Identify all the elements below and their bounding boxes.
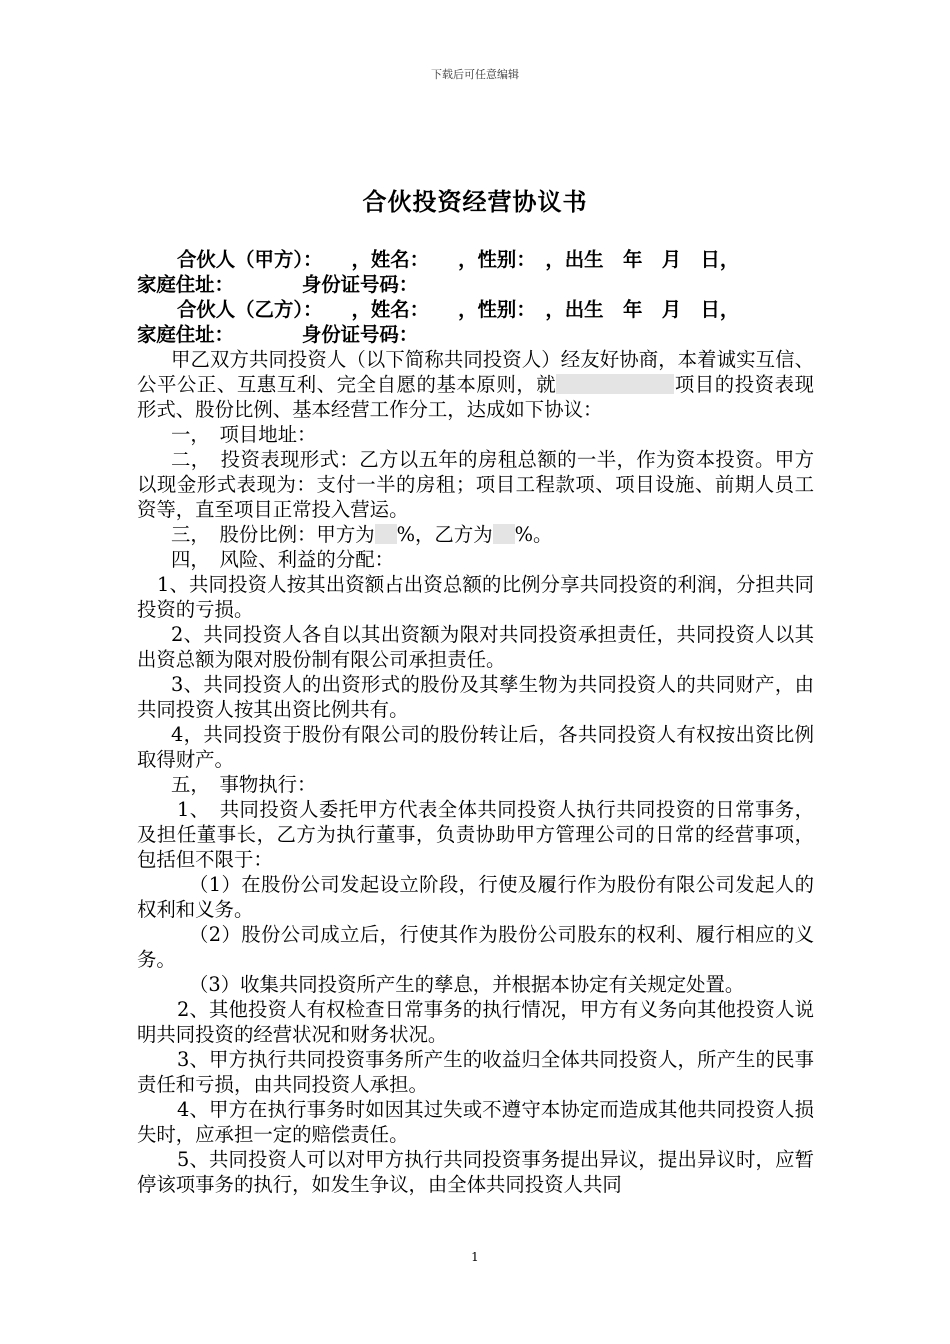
- party-b-line2: 家庭住址： 身份证号码：: [137, 323, 419, 346]
- section-4: 四， 风险、利益的分配：: [171, 548, 394, 571]
- section-5-item-3: 3、甲方执行共同投资事务所产生的收益归全体共同投资人，所产生的民事责任和亏损，由共同投资人承担。: [137, 1048, 814, 1096]
- section-4-item-2: 2、共同投资人各自以其出资额为限对共同投资承担责任，共同投资人以其出资总额为限对股份制有限公司承担责任。: [137, 623, 814, 671]
- section-5-sub-3: （3）收集共同投资所产生的孳息，并根据本协定有关规定处置。: [189, 973, 745, 996]
- section-5-sub-2: （2）股份公司成立后，行使其作为股份公司股东的权利、履行相应的义务。: [137, 923, 814, 971]
- intro-text-1: 甲乙双方共同投资人（以下简称共同投资人）经友好协商，本着诚实互信、公平公正、互惠互利、完全自愿的基本原则，就: [137, 348, 814, 396]
- section-5-item-1: 1、 共同投资人委托甲方代表全体共同投资人执行共同投资的日常事务，及担任董事长，乙方为执行董事，负责协助甲方管理公司的日常的经营事项，包括但不限于：: [137, 798, 814, 871]
- page-number: 1: [471, 1250, 479, 1264]
- section-5-item-5: 5、共同投资人可以对甲方执行共同投资事务提出异议，提出异议时，应暂停该项事务的执行，如发生争议，由全体共同投资人共同: [137, 1148, 814, 1196]
- party-b-share-blank: [493, 524, 515, 544]
- section-5-item-4: 4、甲方在执行事务时如因其过失或不遵守本协定而造成其他共同投资人损失时，应承担一定的赔偿责任。: [137, 1098, 814, 1146]
- document-body: [137, 247, 814, 1197]
- section-1: 一， 项目地址：: [171, 423, 317, 446]
- section-5-item-2: 2、其他投资人有权检查日常事务的执行情况，甲方有义务向其他投资人说明共同投资的经营状况和财务状况。: [137, 998, 814, 1046]
- section-4-item-1: 1、共同投资人按其出资额占出资总额的比例分享共同投资的利润，分担共同投资的亏损。: [137, 573, 814, 621]
- project-name-blank: [556, 374, 674, 394]
- section-3-text-3: %。: [514, 523, 553, 546]
- section-3: [137, 522, 814, 547]
- intro-paragraph: [137, 347, 814, 422]
- page-header: 下载后可任意编辑: [431, 68, 519, 81]
- document-title: 合伙投资经营协议书: [362, 188, 588, 216]
- section-5: 五， 事物执行：: [171, 773, 317, 796]
- section-4-item-3: 3、共同投资人的出资形式的股份及其孳生物为共同投资人的共同财产，由共同投资人按其出资比例共有。: [137, 673, 814, 721]
- section-3-text-1: 三， 股份比例：甲方为: [171, 523, 375, 546]
- section-2: 二， 投资表现形式：乙方以五年的房租总额的一半，作为资本投资。甲方以现金形式表现为：支付一半的房租；项目工程款项、项目设施、前期人员工资等，直至项目正常投入营运。: [137, 448, 814, 521]
- section-4-item-4: 4，共同投资于股份有限公司的股份转让后，各共同投资人有权按出资比例取得财产。: [137, 723, 814, 771]
- party-a-share-blank: [375, 524, 397, 544]
- party-a-line1: 合伙人（甲方）： ，姓名： ，性别： ，出生 年 月 日，: [177, 248, 740, 271]
- section-5-sub-1: （1）在股份公司发起设立阶段，行使及履行作为股份有限公司发起人的权利和义务。: [137, 873, 814, 921]
- section-3-text-2: %，乙方为: [396, 523, 493, 546]
- party-b-line1: 合伙人（乙方）： ，姓名： ，性别： ，出生 年 月 日，: [177, 298, 740, 321]
- party-a-line2: 家庭住址： 身份证号码：: [137, 273, 419, 296]
- intro-text-2: 项目的投资表现形式、股份比例、基本经营工作分工，达成如下协议：: [137, 373, 814, 421]
